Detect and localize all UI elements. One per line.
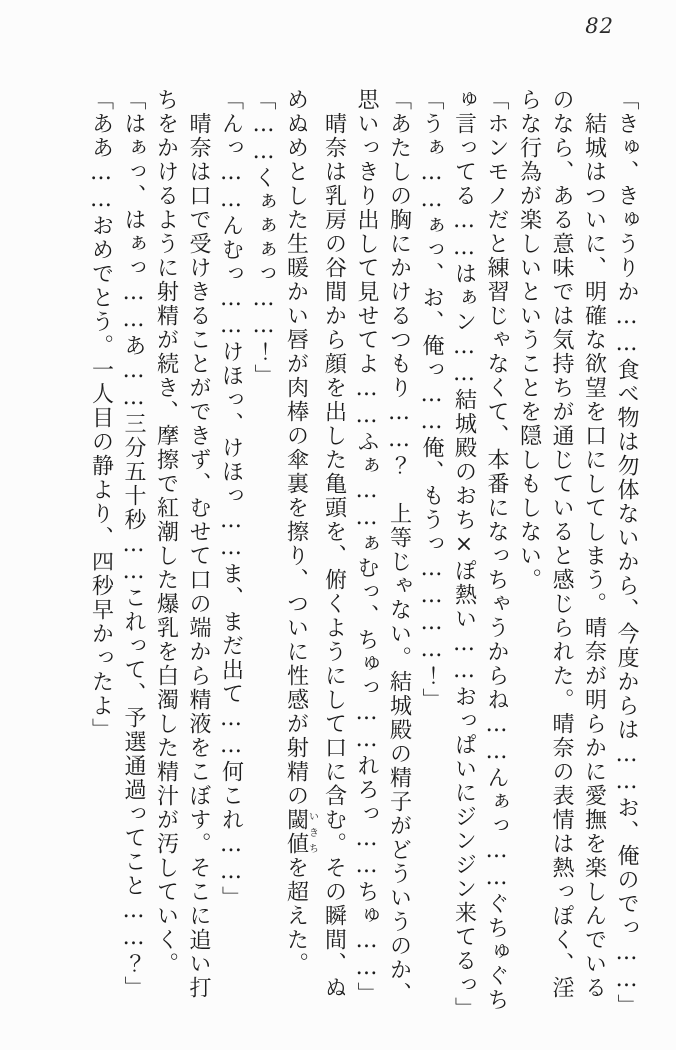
text-segment: めぬめとした生暖かい唇が肉棒の傘裏を擦り、ついに性感が射精の [283,88,309,808]
ruby-furigana: いきち [306,808,318,856]
text-column-15: ちをかけるように射精が続き、摩擦で紅潮した爆乳を白濁した精汁が汚していく。 [153,88,179,976]
text-column-4: らな行為が楽しいということを隠しもしない。 [516,88,542,592]
text-column-17: 「ああ……おめでとう。一人目の静より、四秒早かったよ」 [88,88,114,742]
text-column-14: 晴奈は口で受けきることができず、むせて口の端から精液をこぼす。そこに追い打 [186,112,211,1000]
text-column-9: 思いっきり出して見せてよ……ふぁ……ぁむっ、ちゅっ……れろっ……ちゅ……」 [354,88,379,1006]
novel-text-block [84,88,642,1022]
page-number: 82 [585,14,614,38]
text-column-10: 晴奈は乳房の谷間から顔を出した亀頭を、俯くようにして口に含む。その瞬間、ぬ [321,112,347,1000]
text-column-5: 「ホンモノだと練習じゃなくて、本番になっちゃうからね……んぁっ……ぐちゅぐち [484,88,509,1012]
text-column-12: 「……くぁぁぁっ……！」 [251,88,276,388]
text-column-2: 結城はついに、明確な欲望を口にしてしまう。晴奈が明らかに愛撫を楽しんでいる [581,112,607,1000]
ruby-base: 閾値 [283,808,309,856]
text-column-8: 「あたしの胸にかけるつもり……？ 上等じゃない。結城殿の精子がどういうのか、 [386,88,412,1006]
text-column-1: 「きゅ、きゅうりか……食べ物は勿体ないから、今度からは……お、俺のでっ……」 [614,88,639,1018]
text-column-3: のなら、ある意味では気持ちが通じていると感じられた。晴奈の表情は熱っぽく、淫 [549,88,574,1000]
text-column-7: 「うぁ……ぁっ、お、俺っ……俺、もうっ…………！」 [419,88,444,712]
text-column-16: 「はぁっ、はぁっ……あ……三分五十秒……これって、予選通過ってこと……？」 [121,88,146,1000]
text-column-13: 「んっ……んむっ……けほっ、けほっ……ま、まだ出て……何これ……」 [218,88,244,910]
text-column-11 [279,88,317,1022]
ruby-annotated-word [283,808,318,856]
text-column-6: ゅ言ってる……はぁン……結城殿のおち×ぽ熱い……おっぱいにジンジン来てるっ」 [451,88,477,1021]
text-segment: を超えた。 [283,856,309,976]
